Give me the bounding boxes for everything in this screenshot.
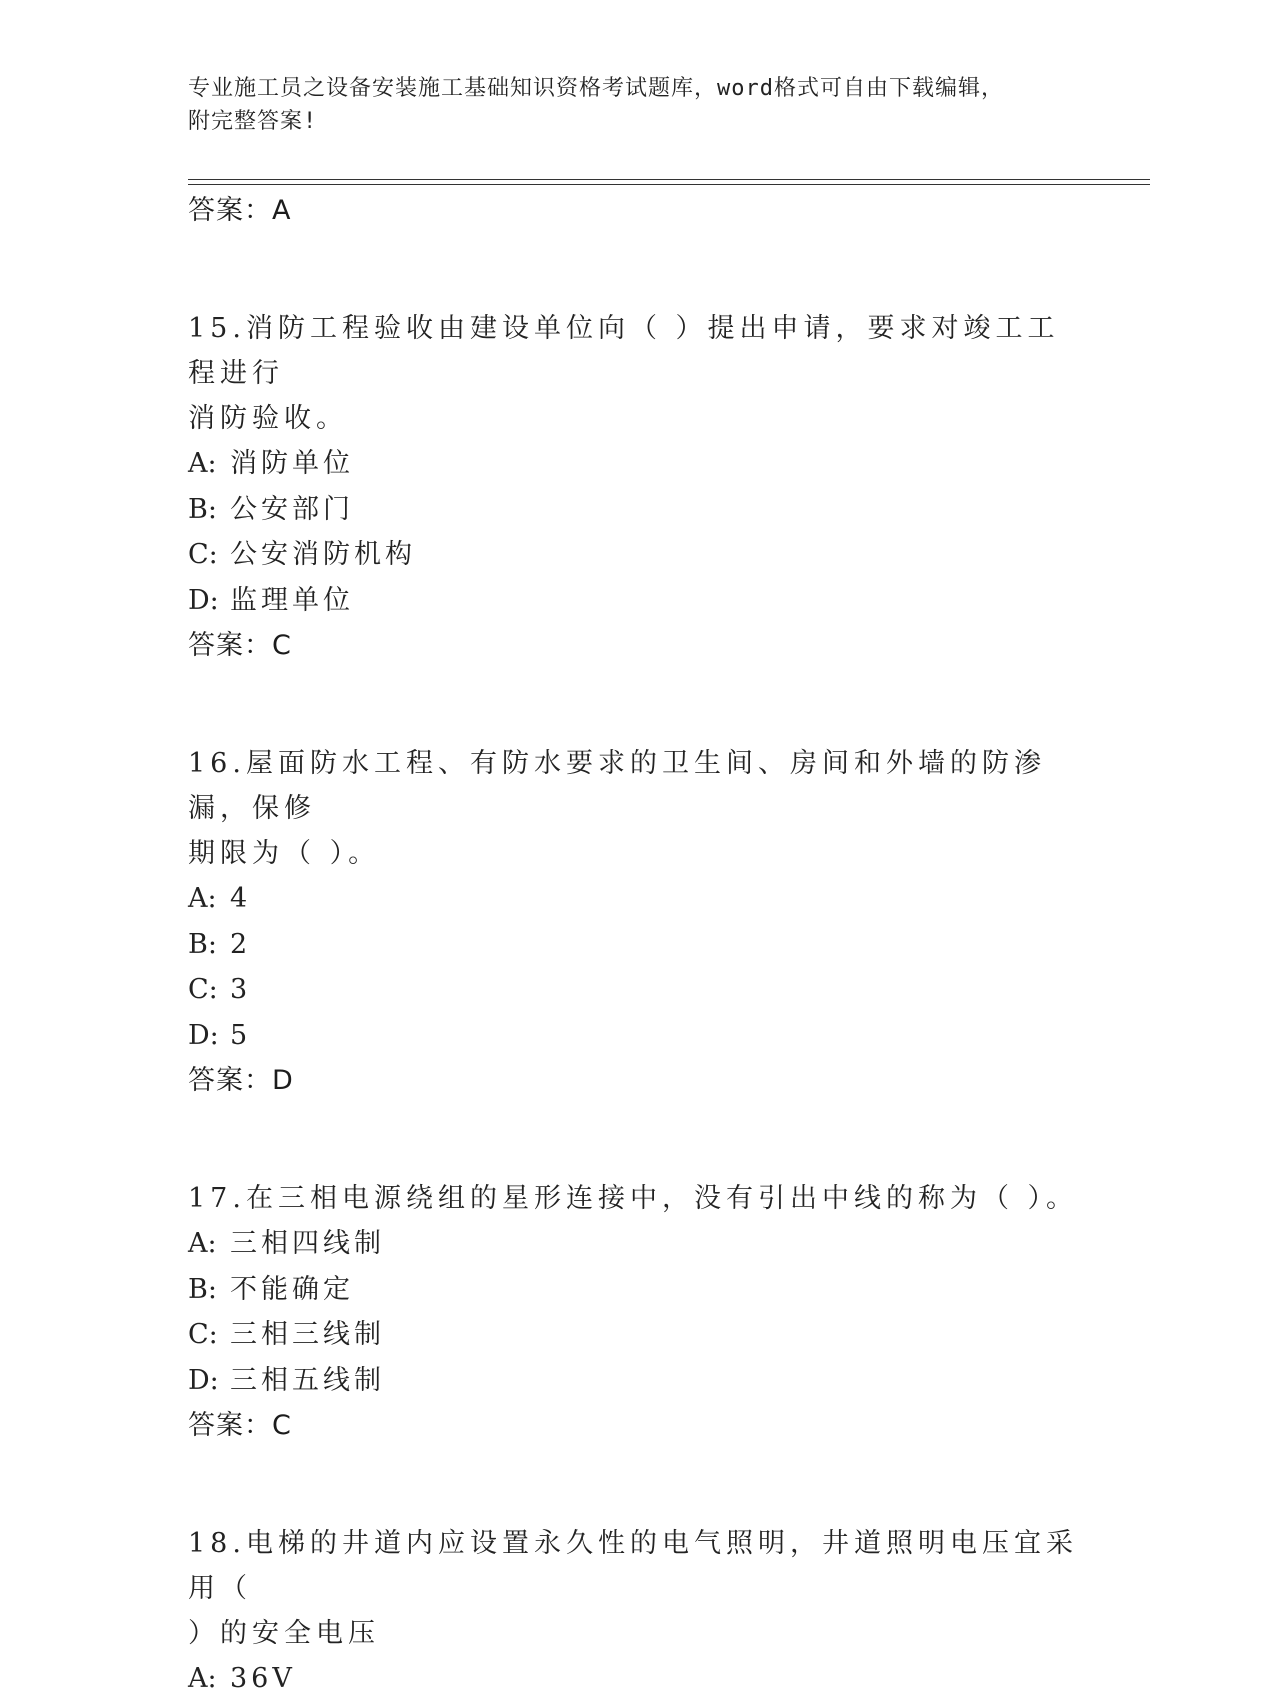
option-text: 三相五线制 [230,1364,385,1396]
question-17 [188,1176,1088,1449]
question-stem-line: 17.在三相电源绕组的星形连接中，没有引出中线的称为（ ）。 [188,1183,1079,1214]
document-header [188,72,1068,138]
question-stem [188,741,1088,876]
option-text: 4 [230,883,252,914]
option-key: A: [188,448,217,479]
option-d [188,1013,1088,1059]
option-text: 36V [230,1663,296,1694]
header-line-2: 附完整答案! [188,109,318,134]
option-key: A: [188,1663,217,1694]
question-stem [188,1176,1088,1221]
question-18 [188,1521,1088,1702]
question-stem-line: 15.消防工程验收由建设单位向（ ）提出申请，要求对竣工工程进行 [188,313,1060,389]
option-text: 监理单位 [230,584,354,616]
option-text: 不能确定 [230,1273,354,1305]
option-a [188,1656,1088,1702]
option-key: D: [188,1019,219,1051]
option-text: 公安部门 [230,493,354,525]
option-key: C: [188,1319,218,1350]
option-c [188,532,1088,578]
option-text: 三相四线制 [230,1228,385,1259]
previous-answer: 答案：A [188,195,292,226]
option-d [188,1358,1088,1404]
question-stem [188,306,1088,441]
question-stem-line: ）的安全电压 [188,1618,380,1649]
option-d [188,578,1088,624]
option-text: 2 [230,928,252,960]
question-stem-line: 期限为（ ）。 [188,838,381,869]
question-15 [188,306,1088,669]
option-text: 消防单位 [230,448,354,479]
answer: 答案：D [188,1065,294,1096]
option-key: D: [188,1364,219,1396]
answer: 答案：C [188,1410,292,1441]
option-key: C: [188,539,218,570]
option-b [188,487,1088,533]
option-text: 5 [230,1019,252,1051]
option-key: D: [188,584,219,616]
option-text: 3 [230,974,252,1005]
option-text: 公安消防机构 [230,539,416,570]
question-list [188,188,1088,1702]
option-key: B: [188,1273,217,1305]
option-c [188,1312,1088,1358]
question-16 [188,741,1088,1104]
question-stem-line: 消防验收。 [188,403,348,434]
header-divider-bottom [188,184,1150,185]
question-stem [188,1521,1088,1656]
option-text: 三相三线制 [230,1319,385,1350]
option-a [188,441,1088,487]
option-key: A: [188,883,217,914]
option-key: A: [188,1228,217,1259]
answer: 答案：C [188,630,292,661]
option-key: B: [188,493,217,525]
option-a [188,1221,1088,1267]
option-c [188,967,1088,1013]
option-b [188,1267,1088,1313]
question-stem-line: 18.电梯的井道内应设置永久性的电气照明，井道照明电压宜采用（ [188,1528,1078,1604]
option-a [188,876,1088,922]
option-key: C: [188,974,218,1005]
question-stem-line: 16.屋面防水工程、有防水要求的卫生间、房间和外墙的防渗漏，保修 [188,748,1046,824]
option-b [188,922,1088,968]
header-line-1: 专业施工员之设备安装施工基础知识资格考试题库，word格式可自由下载编辑， [188,76,1004,101]
option-key: B: [188,928,217,960]
header-divider-top [188,179,1150,180]
